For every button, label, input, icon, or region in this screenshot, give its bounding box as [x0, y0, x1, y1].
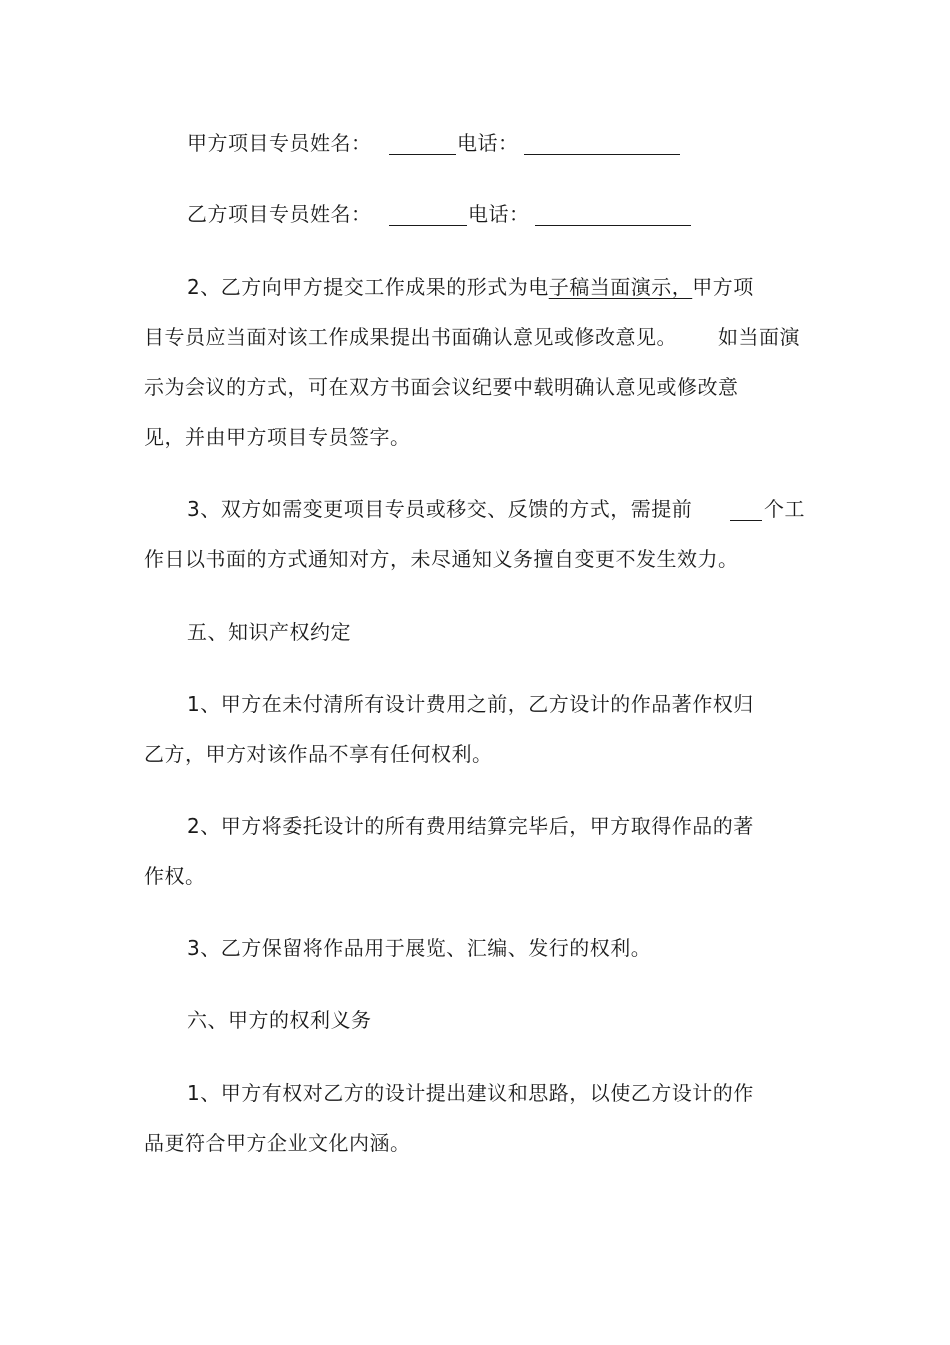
workdays-blank	[730, 520, 762, 521]
section-5-item-1-line-1: 1、甲方在未付清所有设计费用之前，乙方设计的作品著作权归	[187, 692, 754, 716]
section-6-item-1-line-2: 品更符合甲方企业文化内涵。	[144, 1131, 411, 1155]
party-b-name-blank	[389, 225, 467, 226]
party-b-phone-blank	[535, 225, 691, 226]
section-6-item-1-line-1: 1、甲方有权对乙方的设计提出建议和思路，以使乙方设计的作	[187, 1081, 754, 1105]
party-b-phone-label: 电话：	[468, 202, 530, 226]
clause-3-line-2: 作日以书面的方式通知对方，未尽通知义务擅自变更不发生效力。	[144, 547, 739, 571]
section-5-item-2-line-1: 2、甲方将委托设计的所有费用结算完毕后，甲方取得作品的著	[187, 814, 754, 838]
clause-2-underlined-text: 子稿当面演示，	[548, 275, 693, 299]
clause-3-line-1: 3、双方如需变更项目专员或移交、反馈的方式，需提前	[187, 497, 693, 521]
party-a-name-blank	[389, 154, 456, 155]
party-a-contact-label: 甲方项目专员姓名：	[187, 131, 372, 155]
clause-2-line-2: 目专员应当面对该工作成果提出书面确认意见或修改意见。	[144, 325, 677, 349]
section-5-item-2-line-2: 作权。	[144, 864, 206, 888]
clause-2-line-1-start: 2、乙方向甲方提交工作成果的形式为电	[187, 275, 549, 299]
section-5-heading: 五、知识产权约定	[187, 620, 351, 644]
clause-2-line-1-end: 甲方项	[692, 275, 754, 299]
clause-3-line-1-end: 个工	[764, 497, 805, 521]
section-5-item-3: 3、乙方保留将作品用于展览、汇编、发行的权利。	[187, 936, 652, 960]
section-6-heading: 六、甲方的权利义务	[187, 1008, 372, 1032]
clause-2-line-2-tail: 如当面演	[718, 325, 800, 349]
clause-2-line-1	[187, 274, 754, 300]
party-b-contact-label: 乙方项目专员姓名：	[187, 202, 372, 226]
section-5-item-1-line-2: 乙方，甲方对该作品不享有任何权利。	[144, 742, 493, 766]
party-a-phone-label: 电话：	[457, 131, 519, 155]
party-a-phone-blank	[524, 154, 680, 155]
clause-2-line-4: 见，并由甲方项目专员签字。	[144, 425, 411, 449]
clause-2-line-3: 示为会议的方式，可在双方书面会议纪要中载明确认意见或修改意	[144, 375, 739, 399]
